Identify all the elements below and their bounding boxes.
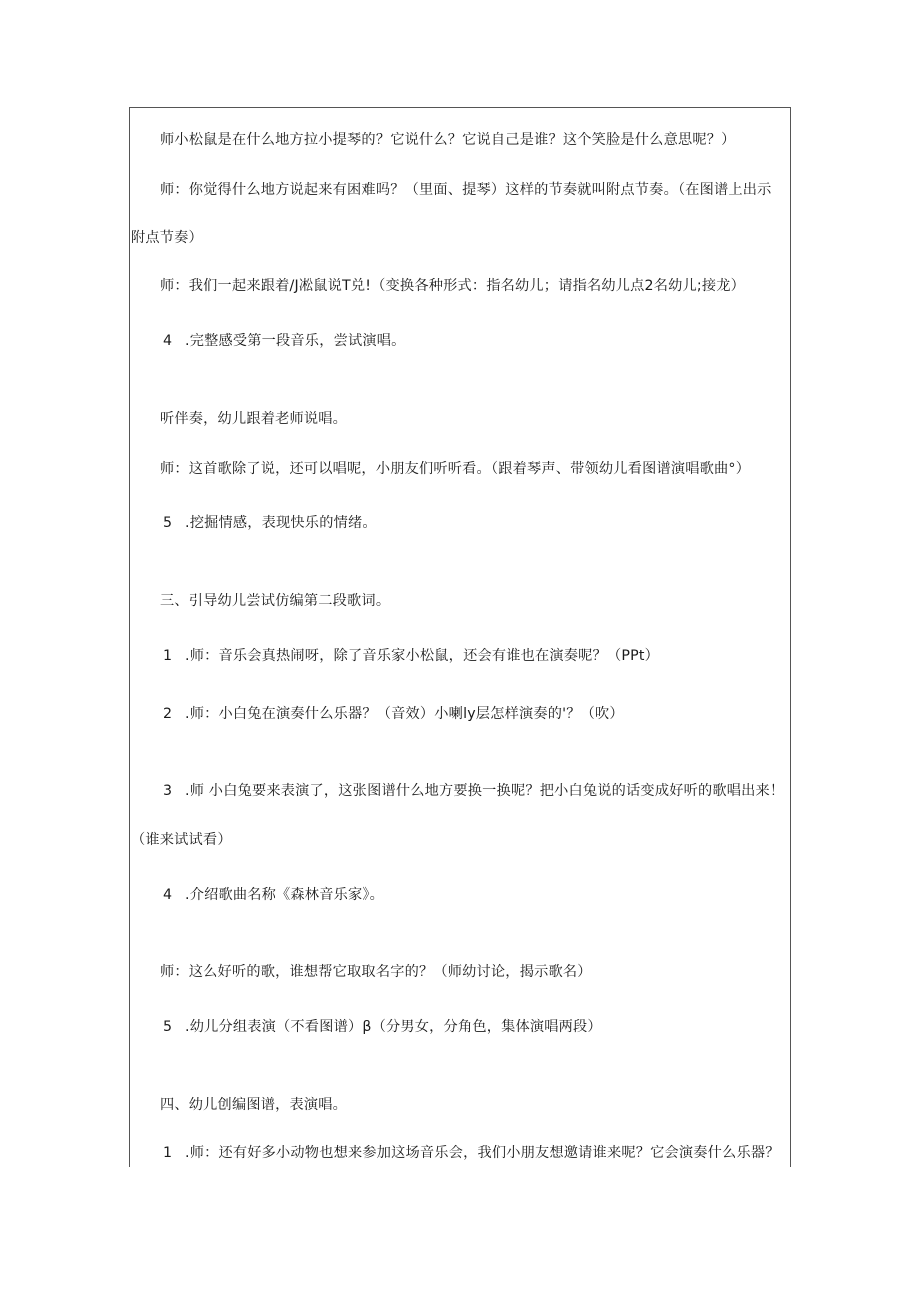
list-number: 2 bbox=[163, 706, 173, 722]
list-item-continuation: （谁来试试看） bbox=[131, 832, 232, 848]
list-item-text: .师：小白兔在演奏什么乐器？（音效）小喇ly层怎样演奏的'？（吹） bbox=[185, 706, 624, 722]
list-number: 4 bbox=[163, 333, 173, 349]
section-heading-four: 四、幼儿创编图谱，表演唱。 bbox=[160, 1097, 348, 1113]
paragraph-dialogue-squirrel: 师小松鼠是在什么地方拉小提琴的？它说什么？它说自己是谁？这个笑脸是什么意思呢？） bbox=[160, 132, 736, 148]
list-item-text: .师：还有好多小动物也想来参加这场音乐会，我们小朋友想邀请谁来呢？它会演奏什么乐器？ bbox=[185, 1145, 780, 1161]
list-number: 5 bbox=[163, 515, 173, 531]
list-item-text: .完整感受第一段音乐，尝试演唱。 bbox=[185, 333, 406, 349]
paragraph-name-song: 师：这么好听的歌，谁想帮它取取名字的？（师幼讨论，揭示歌名） bbox=[160, 964, 592, 980]
list-number: 1 bbox=[163, 648, 173, 664]
paragraph-rhythm-question: 师：你觉得什么地方说起来有困难吗？（里面、提琴）这样的节奏就叫附点节奏。（在图谱上出示 bbox=[160, 182, 772, 198]
list-item-text: .师：音乐会真热闹呀，除了音乐家小松鼠，还会有谁也在演奏呢？（PPt） bbox=[185, 648, 659, 664]
list-number: 3 bbox=[163, 783, 173, 799]
list-number: 4 bbox=[163, 887, 173, 903]
paragraph-listen-accompaniment: 听伴奏，幼儿跟着老师说唱。 bbox=[160, 411, 348, 427]
list-item-text: .师 小白兔要来表演了，这张图谱什么地方要换一换呢？把小白兔说的话变成好听的歌唱出来！ bbox=[185, 783, 785, 799]
section-heading-three: 三、引导幼儿尝试仿编第二段歌词。 bbox=[160, 593, 391, 609]
paragraph-rhythm-continuation: 附点节奏） bbox=[131, 230, 203, 246]
paragraph-sing-along: 师：这首歌除了说，还可以唱呢，小朋友们听听看。（跟着琴声、带领幼儿看图谱演唱歌曲°） bbox=[160, 461, 751, 477]
paragraph-speak-along: 师：我们一起来跟着/J凇鼠说T兑!（变换各种形式：指名幼儿；请指名幼儿点2名幼儿;接龙） bbox=[160, 278, 746, 294]
list-item-text: .幼儿分组表演（不看图谱）β（分男女，分角色，集体演唱两段） bbox=[185, 1019, 602, 1035]
list-number: 1 bbox=[163, 1145, 173, 1161]
list-item-text: .挖掘情感，表现快乐的情绪。 bbox=[185, 515, 377, 531]
list-item-text: .介绍歌曲名称《森林音乐家》。 bbox=[185, 887, 385, 903]
list-number: 5 bbox=[163, 1019, 173, 1035]
page-frame bbox=[129, 107, 791, 1167]
